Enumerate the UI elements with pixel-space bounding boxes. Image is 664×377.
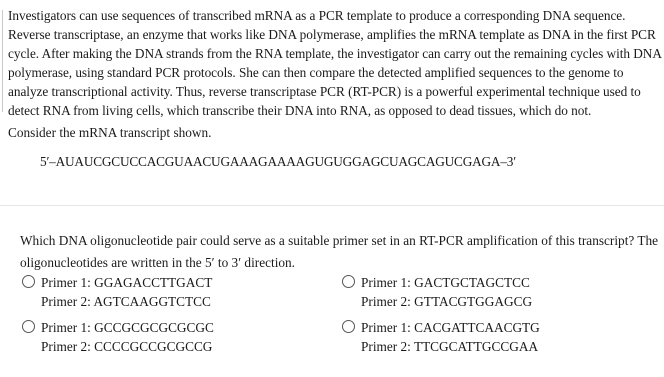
radio-button-a[interactable] <box>22 275 35 288</box>
option-b-primer-1: Primer 1: GACTGCTAGCTCC <box>361 275 530 290</box>
mrna-transcript: 5′–AUAUCGCUCCACGUAACUGAAAGAAAAGUGUGGAGCUAGCAGUCGAGA–3′ <box>40 154 516 169</box>
passage-text: Investigators can use sequences of transcribed mRNA as a PCR template to produce a corresponding DNA sequence. Reverse transcriptase, an enzyme that works like DNA polymerase, amplifies the mRNA template as DNA in the first PCR cycle. After making the DNA strands from the RNA template, the investigator can carry out the remaining cycles with DNA polymerase, using standard PCR protocols. She can then compare the detected amplified sequences to the genome to analyze transcriptional activity. Thus, reverse transcriptase PCR (RT-PCR) is a powerful experimental technique used to detect RNA from living cells, which transcribe their DNA into RNA, as opposed to dead tissues, which do not. <box>8 8 662 118</box>
radio-button-c[interactable] <box>22 320 35 333</box>
option-c-primer-2: Primer 2: CCCCGCCGCGCCG <box>41 339 213 354</box>
answer-option-a[interactable] <box>22 273 212 311</box>
option-a-primer-2: Primer 2: AGTCAAGGTCTCC <box>41 294 211 309</box>
option-a-primers <box>41 273 212 311</box>
question-text: Which DNA oligonucleotide pair could serve as a suitable primer set in an RT-PCR amplification of this transcript? The oligonucleotides are written in the 5′ to 3′ direction. <box>20 233 659 270</box>
option-d-primer-1: Primer 1: CACGATTCAACGTG <box>361 320 540 335</box>
option-a-primer-1: Primer 1: GGAGACCTTGACT <box>41 275 213 290</box>
option-b-primer-2: Primer 2: GTTACGTGGAGCG <box>361 294 533 309</box>
answer-option-c[interactable] <box>22 318 214 356</box>
option-c-primers <box>41 318 214 356</box>
radio-button-b[interactable] <box>342 275 355 288</box>
option-d-primers <box>361 318 540 356</box>
divider <box>0 205 664 206</box>
option-c-primer-1: Primer 1: GCCGCGCGCGCGC <box>41 320 214 335</box>
question <box>20 230 660 274</box>
answer-option-d[interactable] <box>342 318 540 356</box>
option-b-primers <box>361 273 532 311</box>
answer-option-b[interactable] <box>342 273 532 311</box>
consider-prompt: Consider the mRNA transcript shown. <box>8 125 212 140</box>
radio-button-d[interactable] <box>342 320 355 333</box>
passage <box>8 6 664 120</box>
option-d-primer-2: Primer 2: TTCGCATTGCCGAA <box>361 339 539 354</box>
passage-left-edge <box>2 10 6 112</box>
